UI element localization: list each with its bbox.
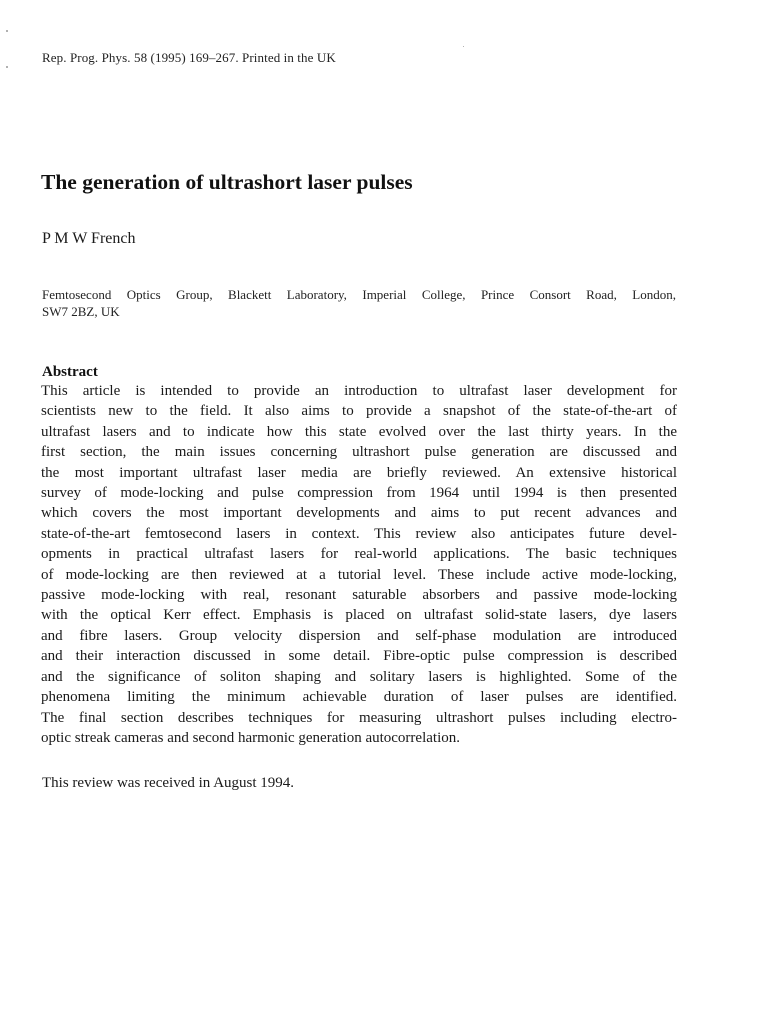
- abstract-line: state-of-the-art femtosecond lasers in context. This review also anticipates future devel-: [41, 525, 677, 542]
- abstract-line: ultrafast lasers and to indicate how this state evolved over the last thirty years. In the: [41, 423, 677, 440]
- abstract-line: phenomena limiting the minimum achievable duration of laser pulses are identified.: [41, 689, 677, 706]
- article-title: The generation of ultrashort laser pulses: [41, 170, 413, 194]
- scan-speck: [463, 46, 464, 47]
- abstract-line: with the optical Kerr effect. Emphasis is placed on ultrafast solid-state lasers, dye lasers: [41, 607, 677, 624]
- abstract-line: The final section describes techniques for measuring ultrashort pulses including electro-: [41, 709, 677, 726]
- abstract-line: of mode-locking are then reviewed at a tutorial level. These include active mode-locking,: [41, 566, 677, 583]
- abstract-line: scientists new to the field. It also aims to provide a snapshot of the state-of-the-art of: [41, 403, 677, 420]
- abstract-line: which covers the most important developments and aims to put recent advances and: [41, 505, 677, 522]
- scan-speck: [6, 66, 8, 68]
- abstract-line: opments in practical ultrafast lasers for real-world applications. The basic techniques: [41, 546, 677, 563]
- abstract-line: survey of mode-locking and pulse compression from 1964 until 1994 is then presented: [41, 485, 677, 502]
- abstract-line: and fibre lasers. Group velocity dispersion and self-phase modulation are introduced: [41, 627, 677, 644]
- abstract-line: optic streak cameras and second harmonic generation autocorrelation.: [41, 729, 460, 746]
- affiliation-line: Femtosecond Optics Group, Blackett Laboratory, Imperial College, Prince Consort Road, London,: [42, 287, 676, 302]
- abstract-line: the most important ultrafast laser media are briefly reviewed. An extensive historical: [41, 464, 677, 481]
- abstract-line: passive mode-locking with real, resonant saturable absorbers and passive mode-locking: [41, 587, 677, 604]
- abstract-line: first section, the main issues concerning ultrashort pulse generation are discussed and: [41, 444, 677, 461]
- affiliation-line: SW7 2BZ, UK: [42, 303, 120, 319]
- received-note: This review was received in August 1994.: [42, 775, 295, 791]
- abstract-heading: Abstract: [42, 364, 98, 380]
- scan-speck: [6, 30, 8, 32]
- abstract-line: and their interaction discussed in some detail. Fibre-optic pulse compression is described: [41, 648, 677, 665]
- abstract-body: [41, 381, 677, 748]
- author-affiliation: [42, 287, 676, 320]
- abstract-line: and the significance of soliton shaping and solitary lasers is highlighted. Some of the: [41, 668, 677, 685]
- author-name: P M W French: [42, 230, 136, 247]
- journal-reference: Rep. Prog. Phys. 58 (1995) 169–267. Printed in the UK: [42, 50, 336, 65]
- abstract-line: This article is intended to provide an introduction to ultrafast laser development for: [41, 383, 677, 399]
